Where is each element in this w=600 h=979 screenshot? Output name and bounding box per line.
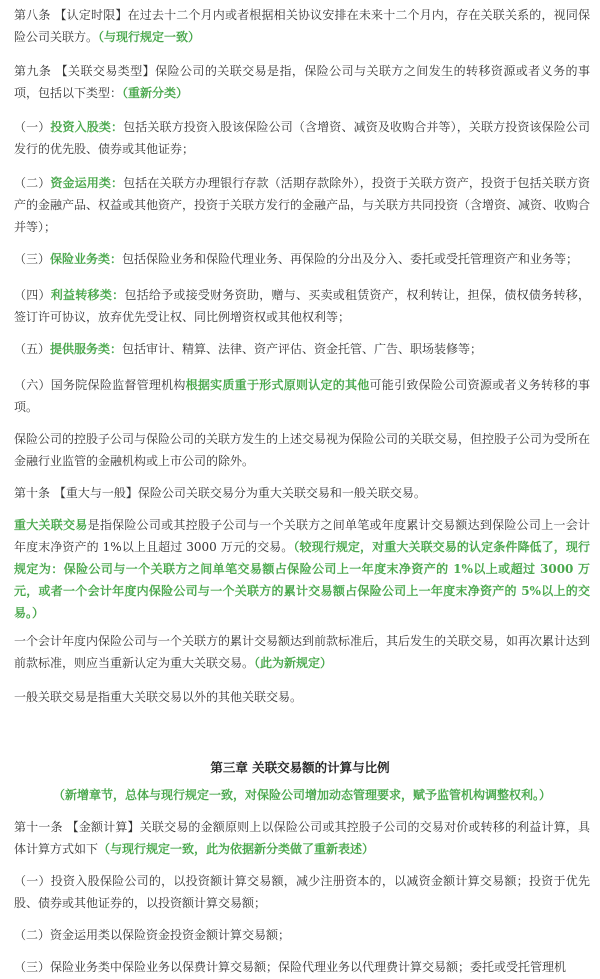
major-transaction-note: （较现行规定，对重大关联交易的认定条件降低了，现行规定为：保险公司与一个关联方之间单笔交易额占保险公司上一年度末净资产的 1%以上或超过 3000 万元，或者一个会计年度内保险公司与一个关联方的累计交易额占保险公司上一年度末净资产的 5%以上的交易。） [14, 540, 590, 620]
article-8-head: 第八条 【认定时限】 [14, 8, 128, 22]
holding-subsidiary-paragraph: 保险公司的控股子公司与保险公司的关联方发生的上述交易视为保险公司的关联交易，但控股子公司为受所在金融行业监管的金融机构或上市公司的除外。 [14, 432, 591, 468]
article-10-body: 保险公司关联交易分为重大关联交易和一般关联交易。 [137, 486, 426, 500]
major-transaction-paragraph [14, 514, 590, 624]
calc-item-3: （三）保险业务类中保险业务以保费计算交易额；保险代理业务以代理费计算交易额；委托或受托管理机 [14, 960, 567, 974]
item-number: （三） [14, 252, 51, 266]
article-9-head: 第九条 【关联交易类型】 [14, 64, 156, 78]
list-item-1 [14, 116, 590, 160]
chapter-title: 第三章 关联交易额的计算与比例 [210, 760, 390, 775]
list-item-6 [14, 374, 590, 418]
item-label: 投资入股类： [50, 120, 124, 134]
article-8-note: （与现行规定一致） [98, 30, 201, 44]
article-9 [14, 60, 590, 104]
item-label: 保险业务类： [50, 252, 123, 266]
cumulative-paragraph [14, 630, 590, 674]
item-text: 包括保险业务和保险代理业务、再保险的分出及分入、委托或受托管理资产和业务等； [122, 252, 579, 266]
article-9-note: （重新分类） [122, 86, 189, 100]
article-11 [14, 816, 590, 860]
article-10-head: 第十条 【重大与一般】 [14, 486, 138, 500]
item-text: 包括审计、精算、法律、资产评估、资金托管、广告、职场装修等； [122, 342, 483, 356]
general-transaction-paragraph: 一般关联交易是指重大关联交易以外的其他关联交易。 [14, 690, 303, 704]
item-number: （四） [14, 288, 51, 302]
item-text: 包括关联方投资入股该保险公司（含增资、减资及收购合并等），关联方投资该保险公司发行的优先股、债券或其他证券； [14, 120, 590, 156]
item-text: 包括在关联方办理银行存款（活期存款除外），投资于关联方资产，投资于包括关联方资产的金融产品、权益或其他资产，投资于关联方发行的金融产品，与关联方共同投资（含增资、减资、收购合并等）； [14, 176, 591, 234]
list-item-5 [14, 338, 590, 360]
item-number: （五） [14, 342, 51, 356]
major-transaction-text: 是指保险公司或其控股子公司与一个关联方之间单笔或年度累计交易额达到保险公司上一会计年度末净资产的 1%以上且超过 3000 万元的交易。 [14, 518, 590, 554]
item-label: 资金运用类： [50, 176, 124, 190]
article-8-body: 在过去十二个月内或者根据相关协议安排在未来十二个月内，存在关联关系的，视同保险公司关联方。 [14, 8, 590, 44]
cumulative-text: 一个会计年度内保险公司与一个关联方的累计交易额达到前款标准后，其后发生的关联交易，如再次累计达到前款标准，则应当重新认定为重大关联交易。 [14, 634, 591, 670]
cumulative-note: （此为新规定） [254, 656, 333, 670]
list-item-2 [14, 172, 590, 238]
calc-item-1: （一）投资入股保险公司的，以投资额计算交易额，减少注册资本的，以减资金额计算交易额；投资于优先股、债券或其他证券的，以投资额计算交易额； [14, 874, 590, 910]
item-text: （六）国务院保险监督管理机构 [14, 378, 186, 392]
article-10 [14, 482, 590, 504]
item-number: （一） [14, 120, 51, 134]
article-11-head: 第十一条 【金额计算】 [14, 820, 140, 834]
item-highlight: 根据实质重于形式原则认定的其他 [185, 378, 370, 392]
item-label: 提供服务类： [50, 342, 123, 356]
article-8 [14, 4, 590, 48]
article-9-body: 保险公司的关联交易是指，保险公司与关联方之间发生的转移资源或者义务的事项，包括以下类型： [14, 64, 590, 100]
item-number: （二） [14, 176, 51, 190]
calc-item-2: （二）资金运用类以保险资金投资金额计算交易额； [14, 928, 291, 942]
article-11-note: （与现行规定一致，此为依据新分类做了重新表述） [98, 842, 375, 856]
item-text: 可能引致保险公司资源或者义务转移的事项。 [14, 378, 590, 414]
item-text: 包括给予或接受财务资助，赠与、买卖或租赁资产，权利转让，担保，债权债务转移，签订许可协议，放弃优先受让权、同比例增资权或其他权利等； [14, 288, 590, 324]
chapter-note: （新增章节，总体与现行规定一致，对保险公司增加动态管理要求，赋予监管机构调整权利。） [52, 788, 551, 802]
item-label: 利益转移类： [50, 288, 125, 302]
major-transaction-label: 重大关联交易 [14, 518, 88, 532]
article-11-body: 关联交易的金额原则上以保险公司或其控股子公司的交易对价或转移的利益计算，具体计算方式如下 [14, 820, 590, 856]
list-item-4 [14, 284, 590, 328]
list-item-3 [14, 248, 590, 270]
